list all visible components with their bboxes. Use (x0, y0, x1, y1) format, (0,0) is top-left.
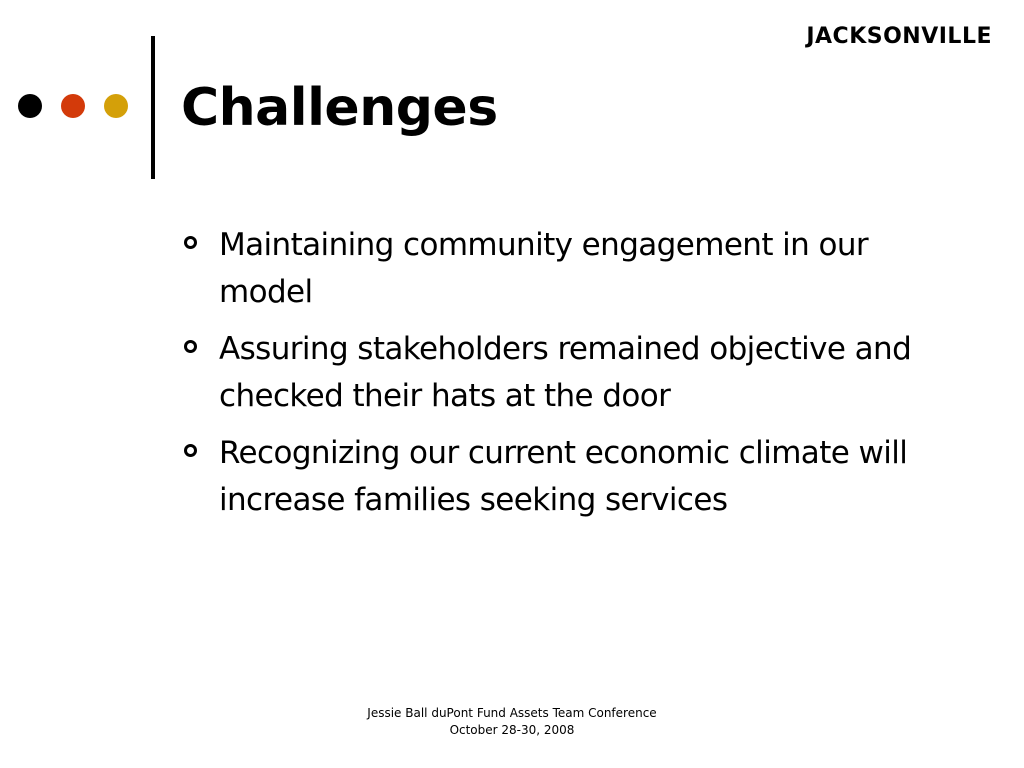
circle-bullet-icon (184, 340, 197, 353)
bullet-text: Assuring stakeholders remained objective and checked their hats at the door (219, 331, 912, 414)
bullet-item (182, 326, 922, 420)
red-dot-decoration (61, 94, 85, 118)
city-label: JACKSONVILLE (806, 24, 992, 49)
gold-dot-decoration (104, 94, 128, 118)
slide-title: Challenges (181, 78, 498, 138)
bullet-item (182, 222, 922, 316)
footer-conference-name: Jessie Ball duPont Fund Assets Team Conference (367, 706, 657, 720)
vertical-divider (151, 36, 155, 179)
circle-bullet-icon (184, 444, 197, 457)
footer-date: October 28-30, 2008 (449, 723, 575, 737)
bullet-item (182, 430, 922, 524)
black-dot-decoration (18, 94, 42, 118)
bullet-list (182, 222, 922, 534)
bullet-text: Maintaining community engagement in our model (219, 227, 869, 310)
circle-bullet-icon (184, 236, 197, 249)
bullet-text: Recognizing our current economic climate will increase families seeking services (219, 435, 908, 518)
footer (0, 705, 1024, 739)
